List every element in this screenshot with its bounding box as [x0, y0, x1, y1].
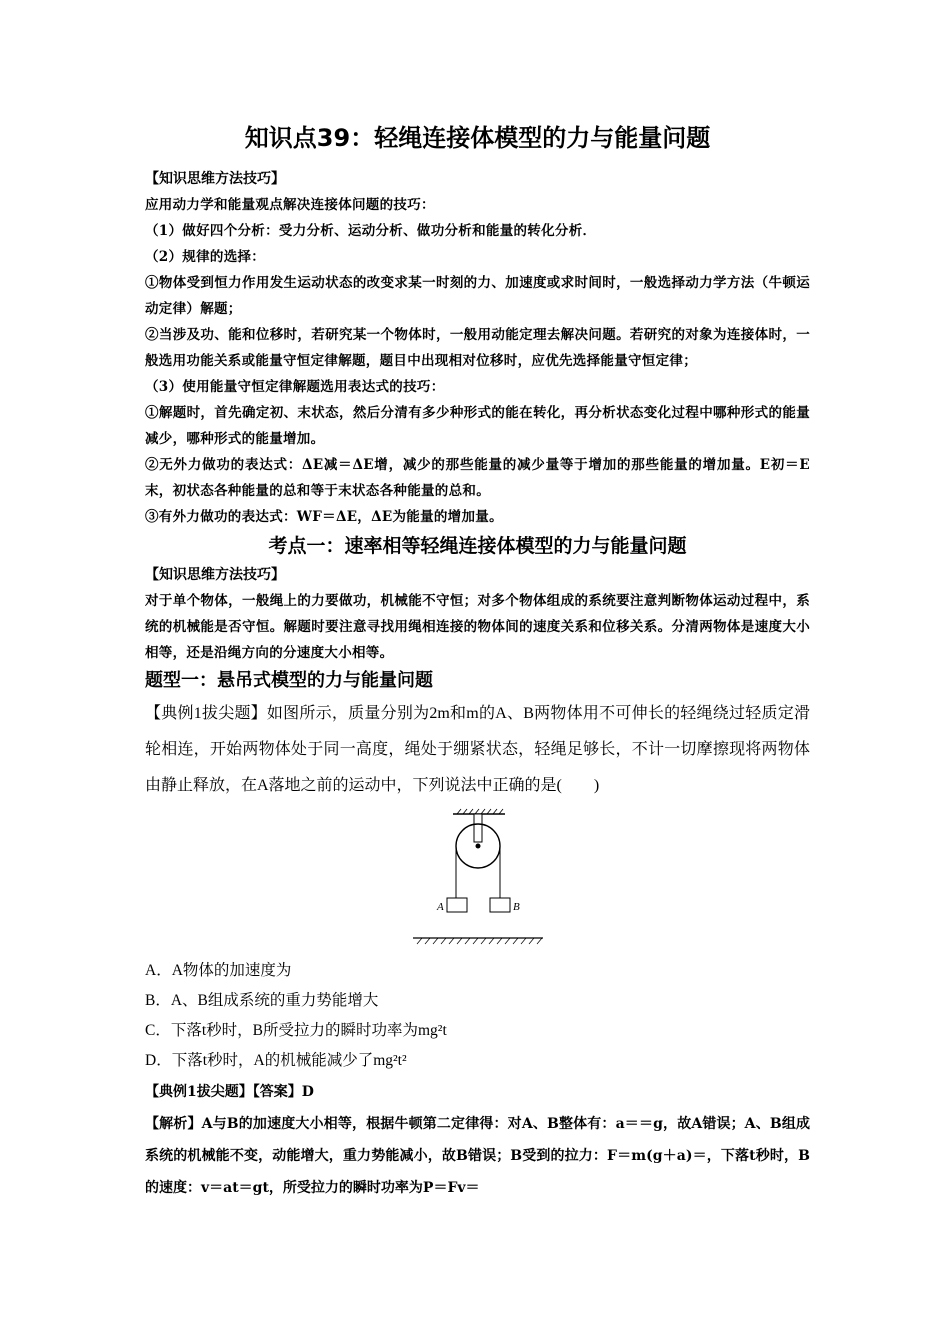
- section-text: 对于单个物体，一般绳上的力要做功，机械能不守恒；对多个物体组成的系统要注意判断物体运动过程中，系统的机械能是否守恒。解题时要注意寻找用绳相连接的物体间的速度关系和位移关系。分清两物体是速度大小相等，还是沿绳方向的分速度大小相等。: [145, 593, 810, 661]
- intro-line-1: 应用动力学和能量观点解决连接体问题的技巧：: [145, 197, 435, 213]
- intro-line-9: ③有外力做功的表达式：WF＝ΔE，ΔE为能量的增加量。: [145, 509, 503, 525]
- document-page: [145, 118, 810, 1204]
- pulley-diagram: [413, 808, 543, 948]
- intro-line-3: （2）规律的选择：: [145, 249, 266, 265]
- analysis-text: 【解析】A与B的加速度大小相等，根据牛顿第二定律得：对A、B整体有：a＝＝g，故A错误；A、B组成系统的机械能不变，动能增大，重力势能减小，故B错误；B受到的拉力：F＝m(g＋a)＝，下落t秒时，B的速度：v＝at＝gt，所受拉力的瞬时功率为P＝Fv＝: [145, 1116, 810, 1196]
- label-b: B: [513, 901, 520, 913]
- option-a: A．A物体的加速度为: [145, 962, 292, 979]
- intro-line-2: （1）做好四个分析：受力分析、运动分析、做功分析和能量的转化分析．: [145, 223, 597, 239]
- example-question: 【典例1拔尖题】如图所示，质量分别为2m和m的A、B两物体用不可伸长的轻绳绕过轻质定滑轮相连，开始两物体处于同一高度，绳处于绷紧状态，轻绳足够长，不计一切摩擦现将两物体由静止释放，在A落地之前的运动中，下列说法中正确的是( ): [145, 705, 810, 794]
- block-b: [490, 898, 510, 912]
- type-title: 题型一：悬吊式模型的力与能量问题: [145, 670, 433, 691]
- option-b: B．A、B组成系统的重力势能增大: [145, 992, 379, 1009]
- intro-line-7: ①解题时，首先确定初、末状态，然后分清有多少种形式的能在转化，再分析状态变化过程中哪种形式的能量减少，哪种形式的能量增加。: [145, 405, 810, 447]
- option-c: C．下落t秒时，B所受拉力的瞬时功率为mg²t: [145, 1022, 447, 1039]
- section-title: 考点一：速率相等轻绳连接体模型的力与能量问题: [268, 535, 687, 557]
- page-title: 知识点39：轻绳连接体模型的力与能量问题: [244, 124, 711, 152]
- block-a: [447, 898, 467, 912]
- intro-line-5: ②当涉及功、能和位移时，若研究某一个物体时，一般用动能定理去解决问题。若研究的对象为连接体时，一般选用功能关系或能量守恒定律解题，题目中出现相对位移时，应优先选择能量守恒定律；: [145, 327, 810, 369]
- label-a: A: [437, 901, 444, 913]
- section-heading: 【知识思维方法技巧】: [145, 567, 285, 583]
- intro-line-6: （3）使用能量守恒定律解题选用表达式的技巧：: [145, 379, 445, 395]
- intro-heading: 【知识思维方法技巧】: [145, 171, 285, 187]
- pulley-figure: [145, 808, 810, 948]
- intro-line-8: ②无外力做功的表达式：ΔE减＝ΔE增，减少的那些能量的减少量等于增加的那些能量的增加量。E初＝E末，初状态各种能量的总和等于末状态各种能量的总和。: [145, 457, 810, 499]
- option-d: D．下落t秒时，A的机械能减少了mg²t²: [145, 1052, 407, 1069]
- intro-line-4: ①物体受到恒力作用发生运动状态的改变求某一时刻的力、加速度或求时间时，一般选择动力学方法（牛顿运动定律）解题；: [145, 275, 810, 317]
- answer-line: 【典例1拔尖题】【答案】D: [145, 1084, 314, 1100]
